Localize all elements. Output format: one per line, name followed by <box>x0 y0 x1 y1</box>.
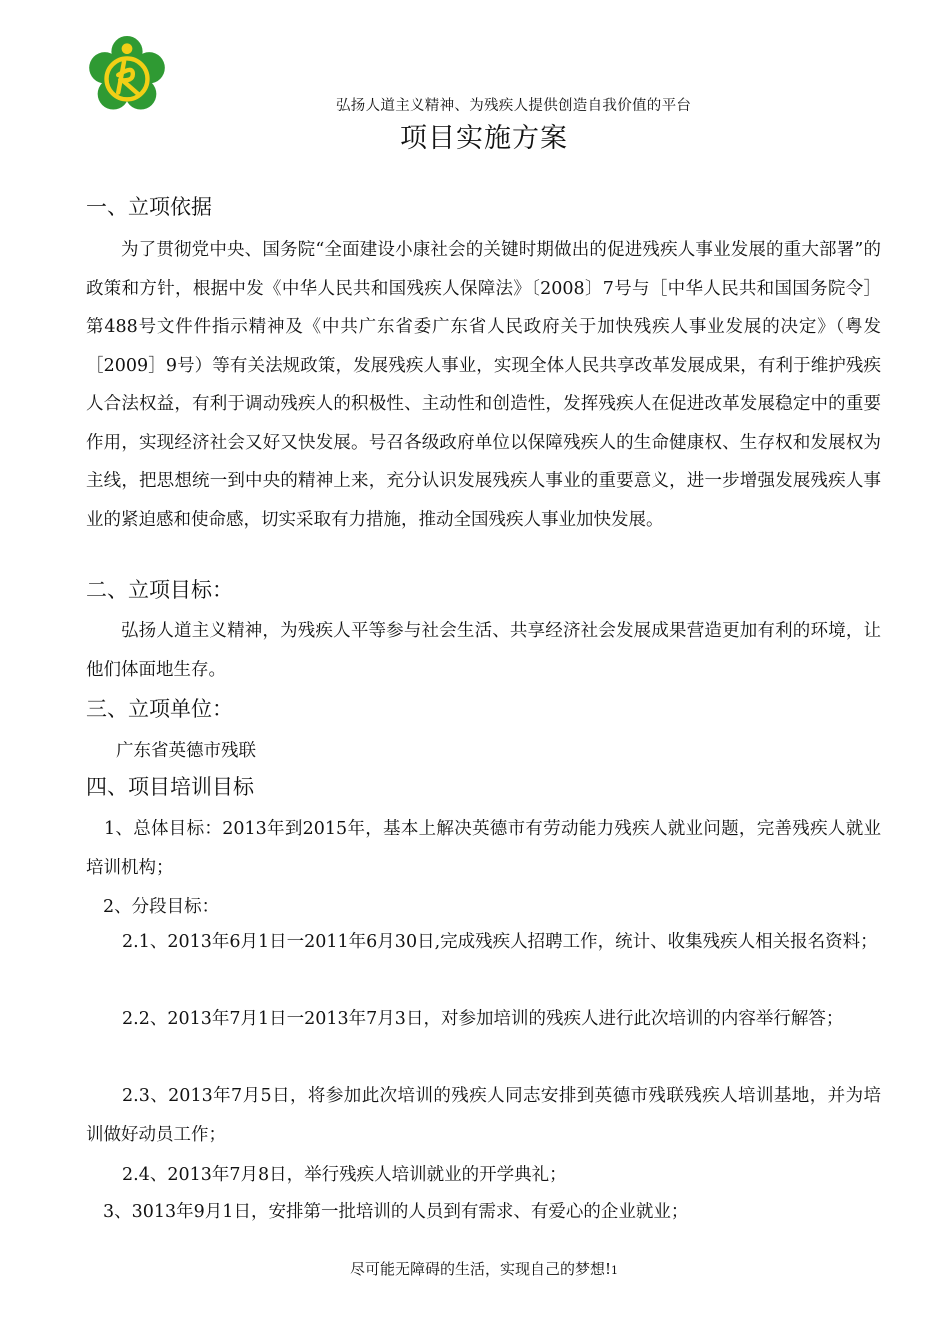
training-third-goal: 3、3013年9月1日，安排第一批培训的人员到有需求、有爱心的企业就业； <box>103 1202 689 1222</box>
page-title: 项目实施方案 <box>400 123 568 154</box>
section-body-basis: 为了贯彻党中央、国务院“全面建设小康社会的关键时期做出的促进残疾人事业发展的重大部署”的政策和方针，根据中发《中华人民共和国残疾人保障法》〔2008〕7号与［中华人民共和国国务院令］第488号文件件指示精神及《中共广东省委广东省人民政府关于加快残疾人事业发展的决定》（粤发［2009］9号）等有关法规政策，发展残疾人事业，实现全体人民共享改革发展成果，有利于维护残疾人合法权益，有利于调动残疾人的积极性、主动性和创造性，发挥残疾人在促进改革发展稳定中的重要作用，实现经济社会又好又快发展。号召各级政府单位以保障残疾人的生命健康权、生存权和发展权为主线，把思想统一到中央的精神上来，充分认识发展残疾人事业的重要意义，进一步增强发展残疾人事业的紧迫感和使命感，切实采取有力措施，推动全国残疾人事业加快发展。 <box>86 240 881 530</box>
training-stage-2-1: 2.1、2013年6月1日一2011年6月30日,完成残疾人招聘工作，统计、收集残疾人相关报名资料； <box>122 932 878 952</box>
header-tagline: 弘扬人道主义精神、为残疾人提供创造自我价值的平台 <box>336 98 692 114</box>
disabled-federation-flower-logo <box>88 36 166 114</box>
page-footer <box>0 1258 950 1279</box>
section-body-unit: 广东省英德市残联 <box>116 741 256 761</box>
section-heading-goal: 二、立项目标： <box>86 578 233 602</box>
training-overall-goal: 1、总体目标：2013年到2015年，基本上解决英德市有劳动能力残疾人就业问题，完善残疾人就业培训机构； <box>86 819 881 878</box>
training-stage-2-4: 2.4、2013年7月8日，举行残疾人培训就业的开学典礼； <box>122 1165 567 1185</box>
training-stage-2-3: 2.3、2013年7月5日，将参加此次培训的残疾人同志安排到英德市残联残疾人培训基地，并为培训做好动员工作； <box>86 1086 881 1145</box>
page-number: 1 <box>611 1264 619 1277</box>
section-heading-training: 四、项目培训目标 <box>86 775 254 799</box>
training-stage-2-2: 2.2、2013年7月1日一2013年7月3日，对参加培训的残疾人进行此次培训的内容举行解答； <box>122 1009 844 1029</box>
training-stage-goal: 2、分段目标： <box>103 897 220 917</box>
section-heading-unit: 三、立项单位： <box>86 697 233 721</box>
section-heading-basis: 一、立项依据 <box>86 195 212 219</box>
footer-slogan: 尽可能无障碍的生活，实现自己的梦想! <box>349 1260 612 1278</box>
section-body-goal: 弘扬人道主义精神，为残疾人平等参与社会生活、共享经济社会发展成果营造更加有利的环境，让他们体面地生存。 <box>86 621 881 680</box>
